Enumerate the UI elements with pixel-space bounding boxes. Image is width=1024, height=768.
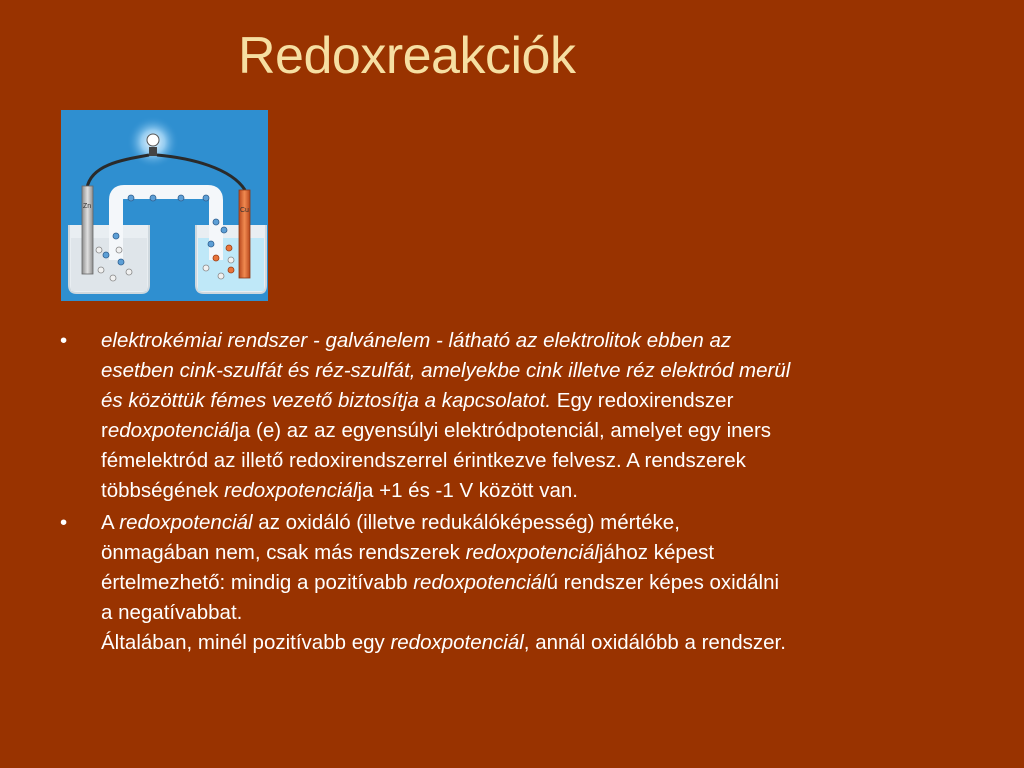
galvanic-cell-illustration: [61, 110, 268, 301]
bullet1-line3-italic: és közöttük fémes vezető biztosítja a kapcsolatot.: [101, 389, 552, 412]
bullet2-line3-prefix: értelmezhető: mindig a pozitívabb: [101, 571, 414, 594]
bullet2-line1: az oxidáló (illetve redukálóképesség) mértéke,: [252, 511, 680, 534]
bullet2-line5-prefix: Általában, minél pozitívabb egy: [101, 631, 391, 654]
zn-label: Zn: [83, 203, 92, 210]
bullet2-line3-italic: redoxpotenciál: [413, 571, 547, 594]
bullet2-line1-italic: redoxpotenciál: [119, 511, 253, 534]
bullet1-line6-italic: redoxpotenciál: [224, 479, 358, 502]
bullet2-line4: a negatívabbat.: [101, 601, 243, 624]
bullet-item-galvanic-cell: [60, 326, 980, 506]
bullet1-line1: elektrokémiai rendszer - galvánelem - látható az elektrolitok ebben az: [101, 329, 732, 352]
bullet1-line3: Egy redoxirendszer: [551, 389, 734, 412]
bullet1-line4-italic: edoxpotenciál: [107, 419, 235, 442]
bullet1-line5: fémelektród az illető redoxirendszerrel érintkezve felvesz. A rendszerek: [101, 449, 746, 472]
bullet1-line6: ja +1 és -1 V között van.: [357, 479, 578, 502]
bullet-dot: •: [60, 329, 68, 352]
bullet2-line5-italic: redoxpotenciál: [390, 631, 524, 654]
bullet-item-redox-potential: [60, 508, 980, 658]
bullet1-line4: ja (e) az az egyensúlyi elektródpotenciál, amelyet egy iners: [234, 419, 772, 442]
bullet2-line2-italic: redoxpotenciál: [465, 541, 599, 564]
bullet1-line4-prefix: r: [101, 419, 108, 442]
bullet2-line3: ú rendszer képes oxidálni: [546, 571, 780, 594]
bullet2-line2-prefix: önmagában nem, csak más rendszerek: [101, 541, 466, 564]
bullet2-line5: , annál oxidálóbb a rendszer.: [523, 631, 786, 654]
bullet1-line6-prefix: többségének: [101, 479, 225, 502]
slide-title: Redoxreakciók: [238, 27, 576, 85]
cu-label: Cu: [240, 207, 249, 214]
bullet1-line2: esetben cink-szulfát és réz-szulfát, amelyekbe cink illetve réz elektród merül: [101, 359, 791, 382]
bullet2-line2: jához képest: [598, 541, 715, 564]
bullet-list: [60, 326, 980, 660]
bullet2-line1-prefix: A: [101, 511, 120, 534]
bullet-dot: •: [60, 511, 68, 534]
